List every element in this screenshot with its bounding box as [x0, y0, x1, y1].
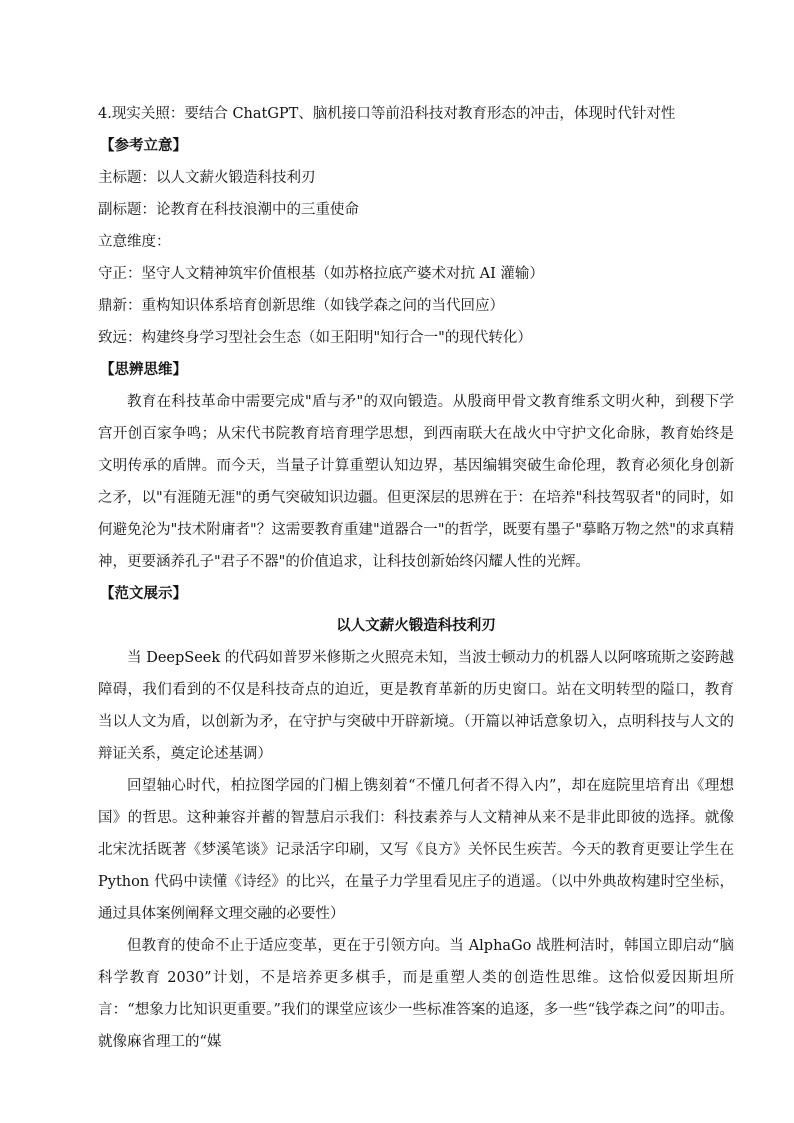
- thinking-heading: 【思辨思维】: [100, 361, 187, 378]
- sample-heading: 【范文展示】: [100, 585, 187, 602]
- reference-heading: 【参考立意】: [100, 137, 187, 154]
- thinking-paragraph: 教育在科技革命中需要完成"盾与矛"的双向锻造。从殷商甲骨文教育维系文明火种，到稷下学宫开创百家争鸣；从宋代书院教育培育理学思想，到西南联大在战火中守护文化命脉，教育始终是文明传承的盾牌。而今天，当量子计算重塑认知边界，基因编辑突破生命伦理，教育必须化身创新之矛，以"有涯随无涯"的勇气突破知识边疆。但更深层的思辨在于：在培养"科技驾驭者"的同时，如何避免沦为"技术附庸者"？这需要教育重建"道器合一"的哲学，既要有墨子"摹略万物之然"的求真精神，更要涵养孔子"君子不器"的价值追求，让科技创新始终闪耀人性的光辉。: [98, 394, 734, 570]
- essay-paragraph-1: 当 DeepSeek 的代码如普罗米修斯之火照亮未知，当波士顿动力的机器人以阿喀琉斯之姿跨越障碍，我们看到的不仅是科技奇点的迫近，更是教育革新的历史窗口。站在文明转型的隘口，教育当以人文为盾，以创新为矛，在守护与突破中开辟新境。（开篇以神话意象切入，点明科技与人文的辩证关系，奠定论述基调）: [98, 650, 734, 762]
- essay-paragraph-3: 但教育的使命不止于适应变革，更在于引领方向。当 AlphaGo 战胜柯洁时，韩国立即启动“脑科学教育 2030”计划，不是培养更多棋手，而是重塑人类的创造性思维。这恰似爱因斯坦所言：“想象力比知识更重要。”我们的课堂应该少一些标准答案的追逐，多一些“钱学森之问”的叩击。就像麻省理工的“媒: [98, 938, 734, 1050]
- main-title-line: 主标题：以人文薪火锻造科技利刃: [98, 170, 316, 186]
- sub-title-line: 副标题：论教育在科技浪潮中的三重使命: [98, 202, 359, 218]
- document-page: [98, 98, 734, 1058]
- dimension-label: 立意维度：: [98, 234, 171, 250]
- requirement-item-4: 4.现实关照：要结合 ChatGPT、脑机接口等前沿科技对教育形态的冲击，体现时代针对性: [98, 106, 676, 122]
- dimension-1: 守正：坚守人文精神筑牢价值根基（如苏格拉底产婆术对抗 AI 灌输）: [98, 266, 544, 282]
- essay-title: 以人文薪火锻造科技利刃: [336, 617, 496, 634]
- essay-paragraph-2: 回望轴心时代，柏拉图学园的门楣上镌刻着“不懂几何者不得入内”，却在庭院里培育出《理想国》的哲思。这种兼容并蓄的智慧启示我们：科技素养与人文精神从来不是非此即彼的选择。就像北宋沈括既著《梦溪笔谈》记录活字印刷，又写《良方》关怀民生疾苦。今天的教育更要让学生在 Python 代码中读懂《诗经》的比兴，在量子力学里看见庄子的逍遥。（以中外典故构建时空坐标，通过具体案例阐释文理交融的必要性）: [98, 778, 734, 922]
- dimension-2: 鼎新：重构知识体系培育创新思维（如钱学森之问的当代回应）: [98, 298, 504, 314]
- dimension-3: 致远：构建终身学习型社会生态（如王阳明"知行合一"的现代转化）: [98, 330, 532, 346]
